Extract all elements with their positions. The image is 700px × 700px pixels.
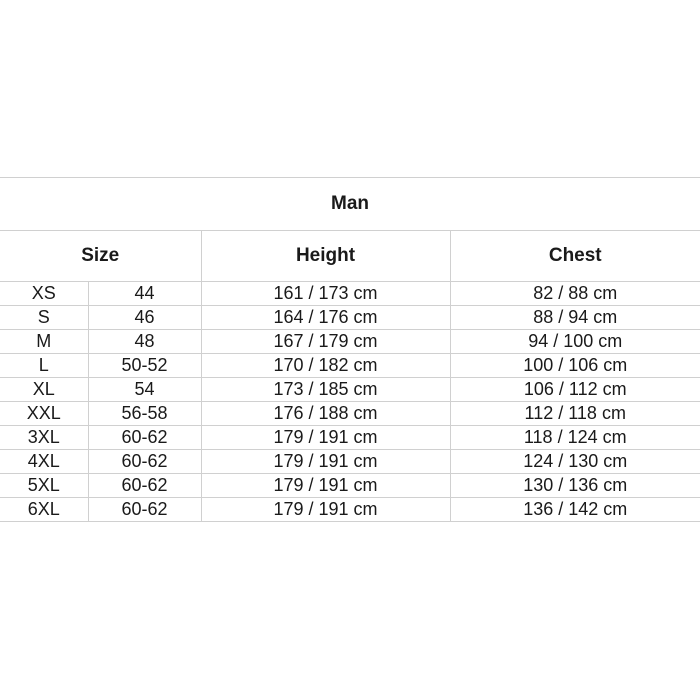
table-row xyxy=(0,378,700,402)
cell-chest: 82 / 88 cm xyxy=(450,282,700,306)
cell-size: XL xyxy=(0,378,88,402)
cell-chest: 112 / 118 cm xyxy=(450,402,700,426)
cell-size: M xyxy=(0,330,88,354)
cell-height: 161 / 173 cm xyxy=(201,282,450,306)
cell-size: XS xyxy=(0,282,88,306)
table-title: Man xyxy=(0,178,700,231)
cell-height: 179 / 191 cm xyxy=(201,498,450,522)
header-chest: Chest xyxy=(450,231,700,282)
cell-height: 179 / 191 cm xyxy=(201,474,450,498)
cell-height: 170 / 182 cm xyxy=(201,354,450,378)
table-row xyxy=(0,330,700,354)
header-height: Height xyxy=(201,231,450,282)
cell-height: 179 / 191 cm xyxy=(201,450,450,474)
size-chart-table xyxy=(0,177,700,522)
table-row xyxy=(0,474,700,498)
table-row xyxy=(0,426,700,450)
cell-chest: 118 / 124 cm xyxy=(450,426,700,450)
table-row xyxy=(0,498,700,522)
cell-eu-size: 54 xyxy=(88,378,201,402)
table-row xyxy=(0,450,700,474)
cell-size: XXL xyxy=(0,402,88,426)
table-row xyxy=(0,354,700,378)
cell-height: 176 / 188 cm xyxy=(201,402,450,426)
cell-size: 5XL xyxy=(0,474,88,498)
cell-height: 164 / 176 cm xyxy=(201,306,450,330)
cell-size: 6XL xyxy=(0,498,88,522)
table-row xyxy=(0,306,700,330)
table-header-row xyxy=(0,231,700,282)
table-row xyxy=(0,402,700,426)
cell-size: 4XL xyxy=(0,450,88,474)
cell-chest: 100 / 106 cm xyxy=(450,354,700,378)
cell-chest: 94 / 100 cm xyxy=(450,330,700,354)
cell-chest: 136 / 142 cm xyxy=(450,498,700,522)
cell-height: 167 / 179 cm xyxy=(201,330,450,354)
cell-eu-size: 56-58 xyxy=(88,402,201,426)
cell-eu-size: 60-62 xyxy=(88,426,201,450)
cell-eu-size: 48 xyxy=(88,330,201,354)
table-title-row xyxy=(0,178,700,231)
cell-height: 179 / 191 cm xyxy=(201,426,450,450)
cell-size: L xyxy=(0,354,88,378)
cell-size: 3XL xyxy=(0,426,88,450)
cell-chest: 124 / 130 cm xyxy=(450,450,700,474)
cell-eu-size: 44 xyxy=(88,282,201,306)
cell-eu-size: 50-52 xyxy=(88,354,201,378)
cell-eu-size: 46 xyxy=(88,306,201,330)
header-size: Size xyxy=(0,231,201,282)
table-body xyxy=(0,282,700,522)
cell-eu-size: 60-62 xyxy=(88,450,201,474)
cell-chest: 106 / 112 cm xyxy=(450,378,700,402)
cell-height: 173 / 185 cm xyxy=(201,378,450,402)
table-row xyxy=(0,282,700,306)
cell-eu-size: 60-62 xyxy=(88,498,201,522)
cell-eu-size: 60-62 xyxy=(88,474,201,498)
cell-size: S xyxy=(0,306,88,330)
cell-chest: 130 / 136 cm xyxy=(450,474,700,498)
cell-chest: 88 / 94 cm xyxy=(450,306,700,330)
